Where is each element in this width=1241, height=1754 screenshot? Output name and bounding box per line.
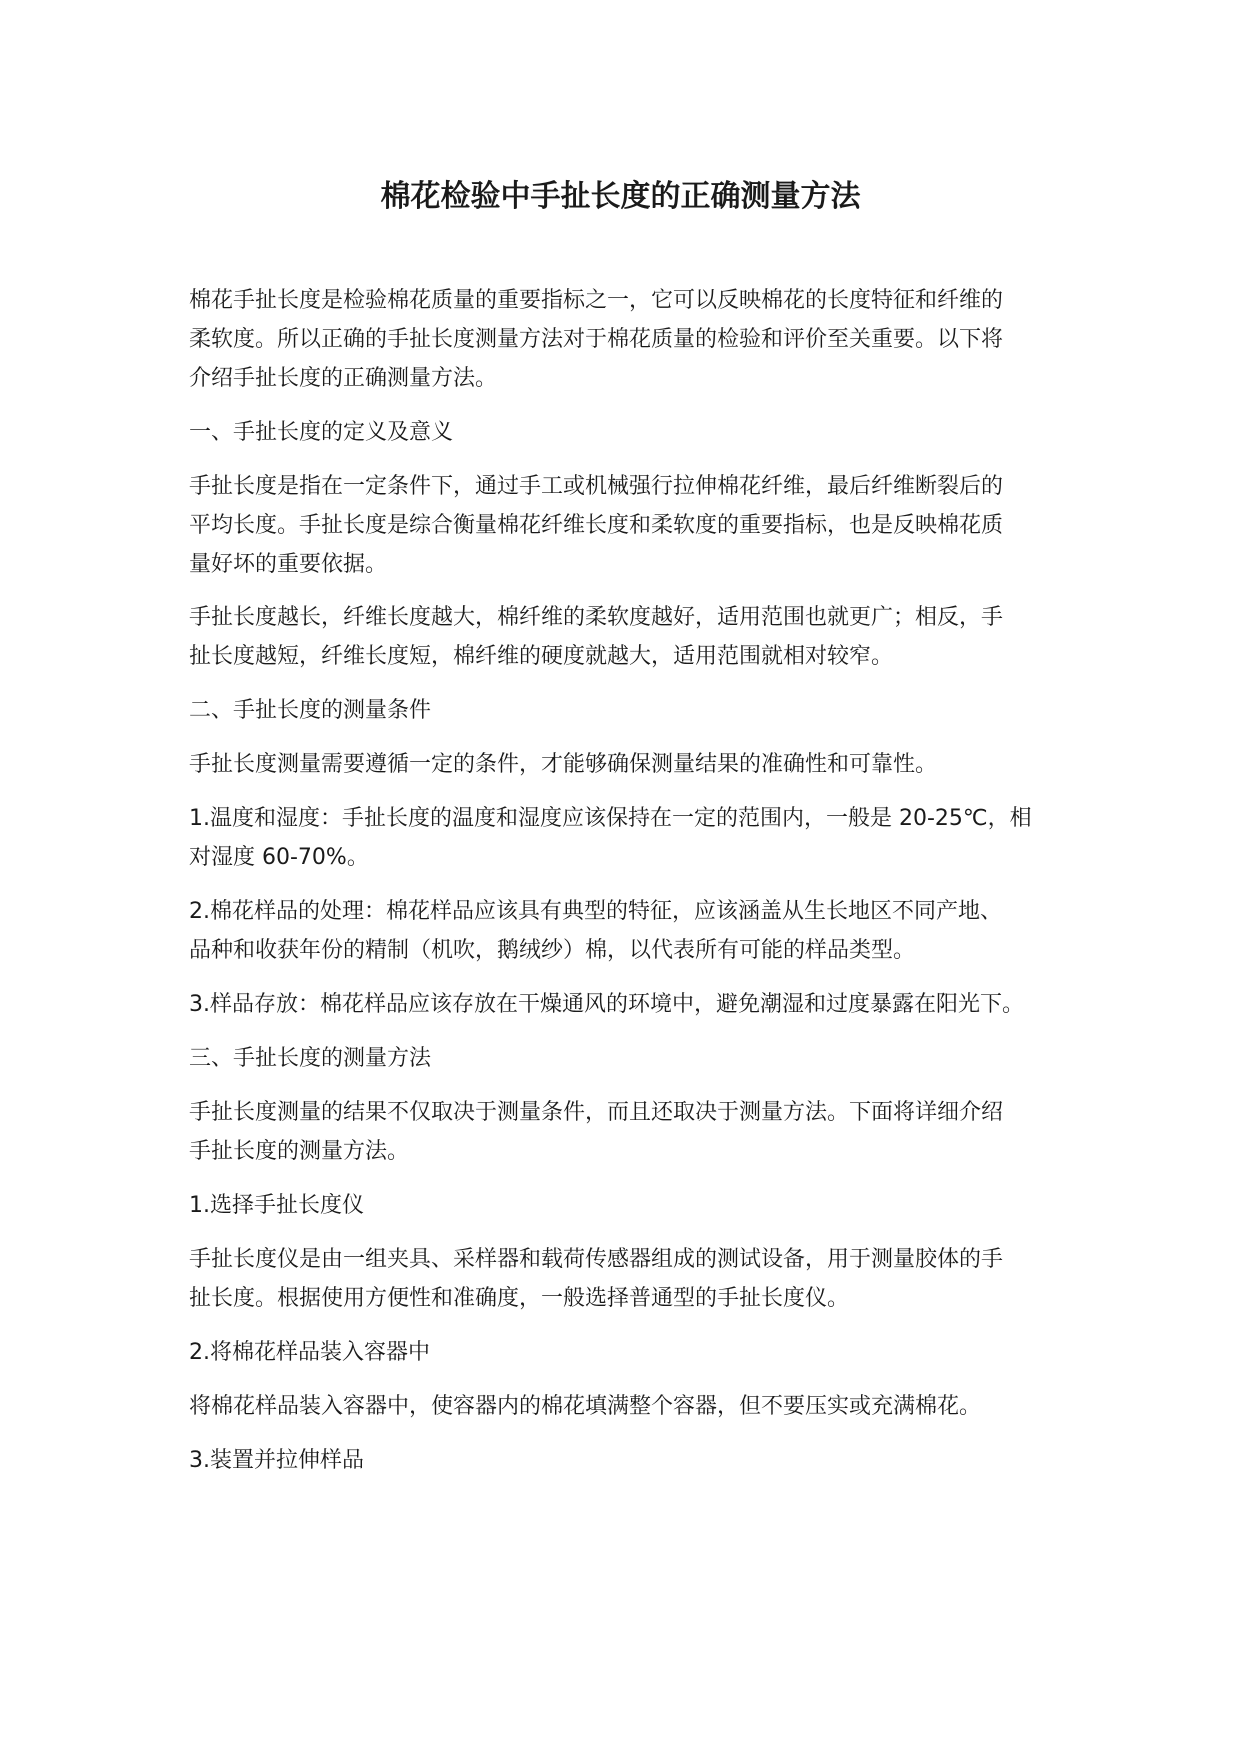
text-line: 2.棉花样品的处理：棉花样品应该具有典型的特征，应该涵盖从生长地区不同产地、: [189, 899, 1002, 924]
text-line: 1.选择手扯长度仪: [189, 1193, 364, 1218]
text-line: 手扯长度越长，纤维长度越大，棉纤维的柔软度越好，适用范围也就更广；相反，手: [189, 605, 1004, 630]
paragraph-method-intro: [189, 1093, 1069, 1171]
text-line: 手扯长度是指在一定条件下，通过手工或机械强行拉伸棉花纤维，最后纤维断裂后的: [189, 474, 1004, 499]
text-line: 2.将棉花样品装入容器中: [189, 1340, 430, 1365]
paragraph-step-1: [189, 1240, 1069, 1318]
text-line: 棉花手扯长度是检验棉花质量的重要指标之一，它可以反映棉花的长度特征和纤维的: [189, 288, 1004, 313]
paragraph-definition: [189, 467, 1069, 584]
text-line: 手扯长度测量需要遵循一定的条件，才能够确保测量结果的准确性和可靠性。: [189, 752, 938, 777]
document-body: [189, 281, 1069, 1480]
text-line: 3.装置并拉伸样品: [189, 1448, 364, 1473]
text-line: 二、手扯长度的测量条件: [189, 698, 432, 723]
paragraph-condition-storage: [189, 985, 1069, 1024]
text-line: 3.样品存放：棉花样品应该存放在干燥通风的环境中，避免潮湿和过度暴露在阳光下。: [189, 992, 1024, 1017]
paragraph-condition-sample-handling: [189, 892, 1069, 970]
text-line: 一、手扯长度的定义及意义: [189, 420, 454, 445]
text-line: 手扯长度测量的结果不仅取决于测量条件，而且还取决于测量方法。下面将详细介绍: [189, 1100, 1004, 1125]
section-heading-3: [189, 1039, 1069, 1078]
step-heading-3: [189, 1441, 1069, 1480]
text-line: 扯长度越短，纤维长度短，棉纤维的硬度就越大，适用范围就相对较窄。: [189, 644, 894, 669]
text-line: 三、手扯长度的测量方法: [189, 1046, 432, 1071]
paragraph-step-2: [189, 1387, 1069, 1426]
text-line: 量好坏的重要依据。: [189, 552, 388, 577]
text-line: 柔软度。所以正确的手扯长度测量方法对于棉花质量的检验和评价至关重要。以下将: [189, 327, 1004, 352]
text-line: 手扯长度的测量方法。: [189, 1139, 410, 1164]
section-heading-2: [189, 691, 1069, 730]
step-heading-2: [189, 1333, 1069, 1372]
section-heading-1: [189, 413, 1069, 452]
text-line: 1.温度和湿度：手扯长度的温度和湿度应该保持在一定的范围内，一般是 20-25℃，相: [189, 806, 1032, 831]
text-line: 扯长度。根据使用方便性和准确度，一般选择普通型的手扯长度仪。: [189, 1286, 850, 1311]
paragraph-condition-temperature: [189, 799, 1069, 877]
text-line: 品种和收获年份的精制（机吹，鹅绒纱）棉，以代表所有可能的样品类型。: [189, 938, 916, 963]
paragraph-intro: [189, 281, 1069, 398]
text-line: 平均长度。手扯长度是综合衡量棉花纤维长度和柔软度的重要指标，也是反映棉花质: [189, 513, 1004, 538]
paragraph-significance: [189, 598, 1069, 676]
text-line: 对湿度 60-70%。: [189, 845, 369, 870]
paragraph-conditions-intro: [189, 745, 1069, 784]
step-heading-1: [189, 1186, 1069, 1225]
text-line: 介绍手扯长度的正确测量方法。: [189, 366, 498, 391]
document-title: 棉花检验中手扯长度的正确测量方法: [380, 179, 861, 214]
text-line: 将棉花样品装入容器中，使容器内的棉花填满整个容器，但不要压实或充满棉花。: [189, 1394, 982, 1419]
text-line: 手扯长度仪是由一组夹具、采样器和载荷传感器组成的测试设备，用于测量胶体的手: [189, 1247, 1004, 1272]
